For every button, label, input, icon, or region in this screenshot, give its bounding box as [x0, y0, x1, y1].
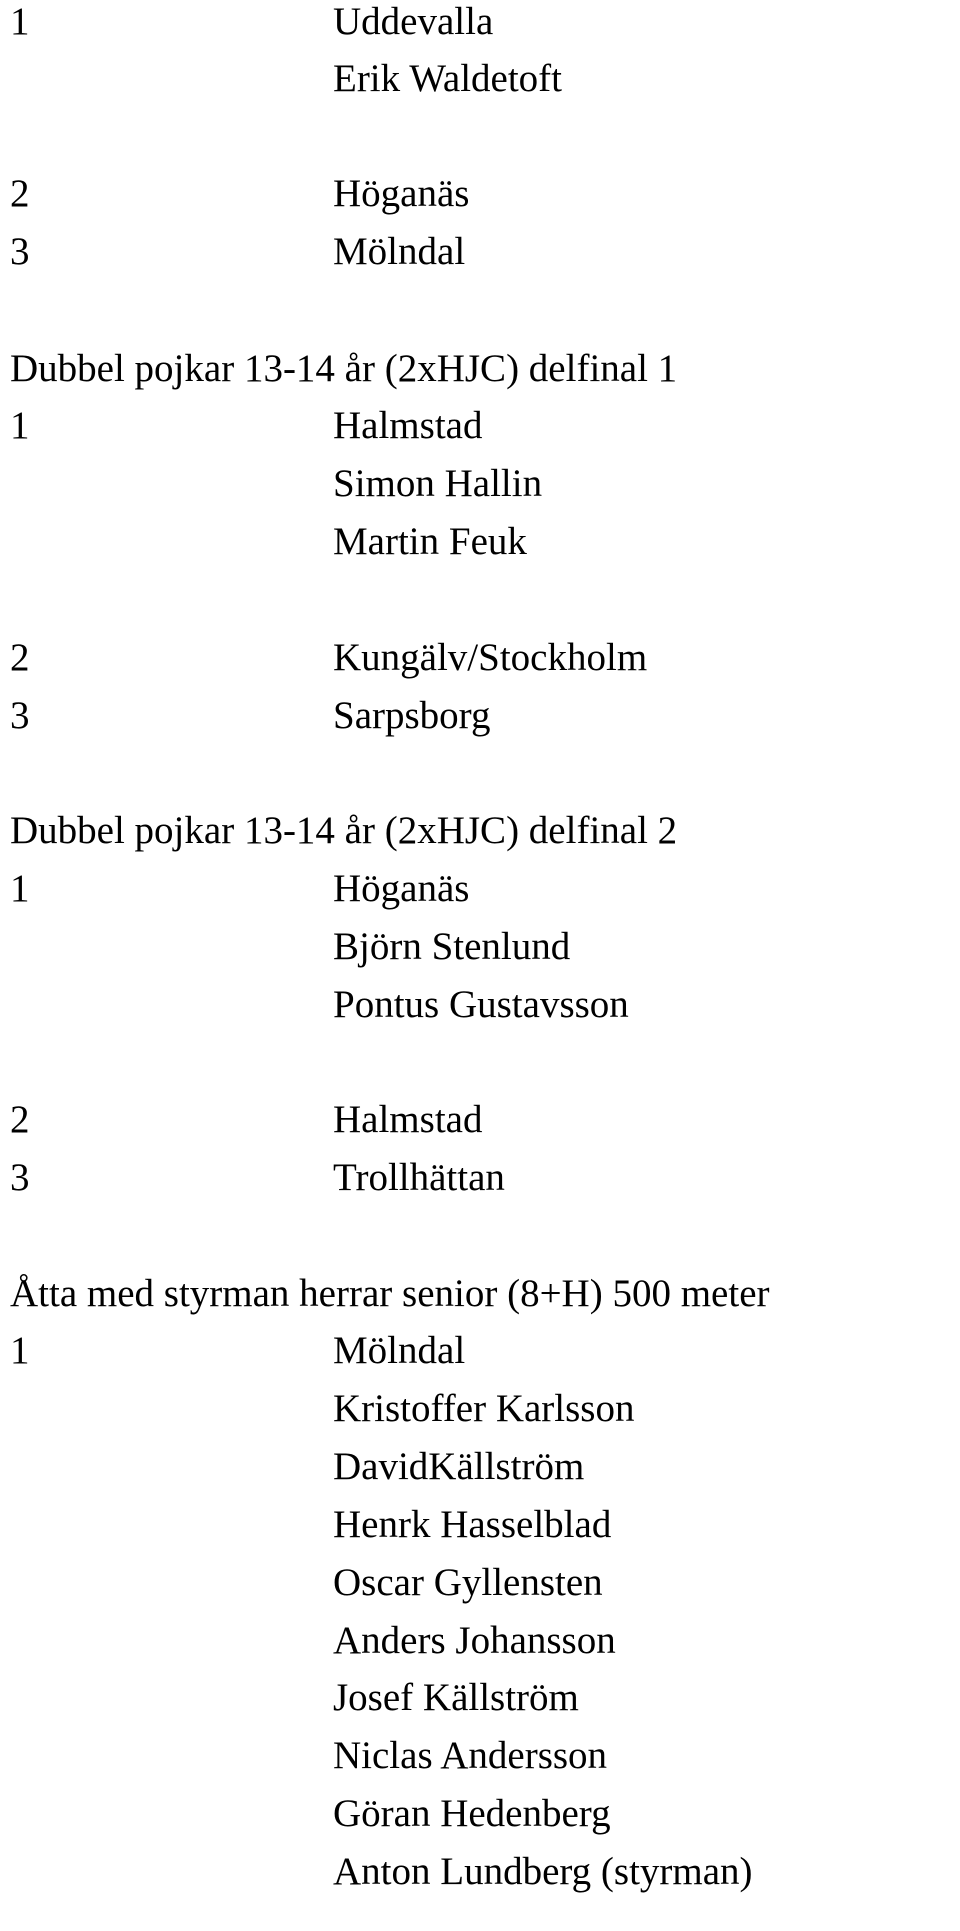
crew-member-name: Göran Hedenberg: [333, 1792, 611, 1835]
rank-number: 3: [10, 230, 30, 273]
club-name: Sarpsborg: [333, 694, 491, 737]
race-heading: Åtta med styrman herrar senior (8+H) 500 meter: [10, 1272, 770, 1315]
rank-number: 2: [10, 172, 30, 215]
rank-number: 3: [10, 1156, 30, 1199]
crew-member-name: Josef Källström: [333, 1676, 579, 1719]
rank-number: 1: [10, 404, 30, 447]
club-name: Halmstad: [333, 1098, 483, 1141]
race-heading: Dubbel pojkar 13-14 år (2xHJC) delfinal 2: [10, 809, 678, 852]
club-name: Uddevalla: [333, 0, 494, 43]
rank-number: 2: [10, 1098, 30, 1141]
crew-member-name: Kristoffer Karlsson: [333, 1387, 635, 1430]
club-name: Trollhättan: [333, 1156, 505, 1199]
crew-member-name: Erik Waldetoft: [333, 57, 562, 100]
club-name: Kungälv/Stockholm: [333, 636, 648, 679]
crew-member-name: Anton Lundberg (styrman): [333, 1850, 753, 1893]
rank-number: 1: [10, 867, 30, 910]
rank-number: 2: [10, 636, 30, 679]
club-name: Höganäs: [333, 867, 470, 910]
crew-member-name: Anders Johansson: [333, 1619, 616, 1662]
crew-member-name: Henrk Hasselblad: [333, 1503, 612, 1546]
rank-number: 3: [10, 694, 30, 737]
rank-number: 1: [10, 1329, 30, 1372]
crew-member-name: Martin Feuk: [333, 520, 527, 563]
club-name: Mölndal: [333, 230, 466, 273]
crew-member-name: DavidKällström: [333, 1445, 585, 1488]
crew-member-name: Björn Stenlund: [333, 925, 571, 968]
crew-member-name: Simon Hallin: [333, 462, 543, 505]
club-name: Mölndal: [333, 1329, 466, 1372]
crew-member-name: Oscar Gyllensten: [333, 1561, 603, 1604]
rank-number: 1: [10, 0, 30, 43]
club-name: Höganäs: [333, 172, 470, 215]
club-name: Halmstad: [333, 404, 483, 447]
crew-member-name: Niclas Andersson: [333, 1734, 608, 1777]
crew-member-name: Pontus Gustavsson: [333, 983, 629, 1026]
race-heading: Dubbel pojkar 13-14 år (2xHJC) delfinal 1: [10, 347, 678, 390]
